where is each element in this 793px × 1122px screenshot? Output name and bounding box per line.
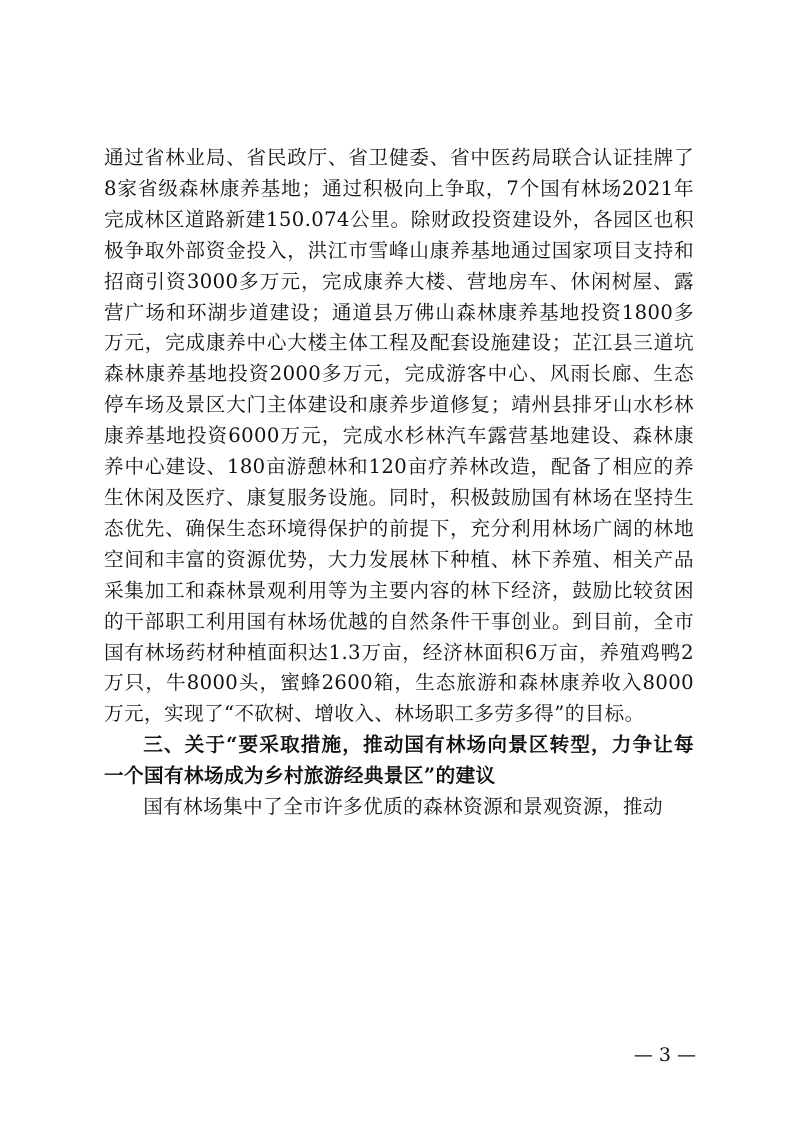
page-number: — 3 — — [633, 1044, 696, 1066]
body-paragraph: 国有林场集中了全市许多优质的森林资源和景观资源，推动 — [143, 795, 664, 819]
body-paragraph: 通过省林业局、省民政厅、省卫健委、省中医药局联合认证挂牌了8家省级森林康养基地；通过积极向上争取，7个国有林场2021年完成林区道路新建150.074公里。除财政投资建设外，各园区也积极争取外部资金投入，洪江市雪峰山康养基地通过国家项目支持和招商引资3000多万元，完成康养大楼、营地房车、休闲树屋、露营广场和环湖步道建设；通道县万佛山森林康养基地投资1800多万元，完成康养中心大楼主体工程及配套设施建设；芷江县三道坑森林康养基地投资2000多万元，完成游客中心、风雨长廊、生态停车场及景区大门主体建设和康养步道修复；靖州县排牙山水杉林康养基地投资6000万元，完成水杉林汽车露营基地建设、森林康养中心建设、180亩游憩林和120亩疗养林改造，配备了相应的养生休闲及医疗、康复服务设施。同时，积极鼓励国有林场在坚持生态优先、确保生态环境得保护的前提下，充分利用林场广阔的林地空间和丰富的资源优势，大力发展林下种植、林下养殖、相关产品采集加工和森林景观利用等为主要内容的林下经济，鼓励比较贫困的干部职工利用国有林场优越的自然条件干事创业。到目前，全市国有林场药材种植面积达1.3万亩，经济林面积6万亩，养殖鸡鸭2万只，牛8000头，蜜蜂2600箱，生态旅游和森林康养收入8000万元，实现了“不砍树、增收入、林场职工多劳多得”的目标。 — [104, 146, 694, 726]
section-heading: 三、关于“要采取措施，推动国有林场向景区转型，力争让每一个国有林场成为乡村旅游经典景区”的建议 — [104, 733, 694, 788]
document-body — [104, 143, 694, 823]
